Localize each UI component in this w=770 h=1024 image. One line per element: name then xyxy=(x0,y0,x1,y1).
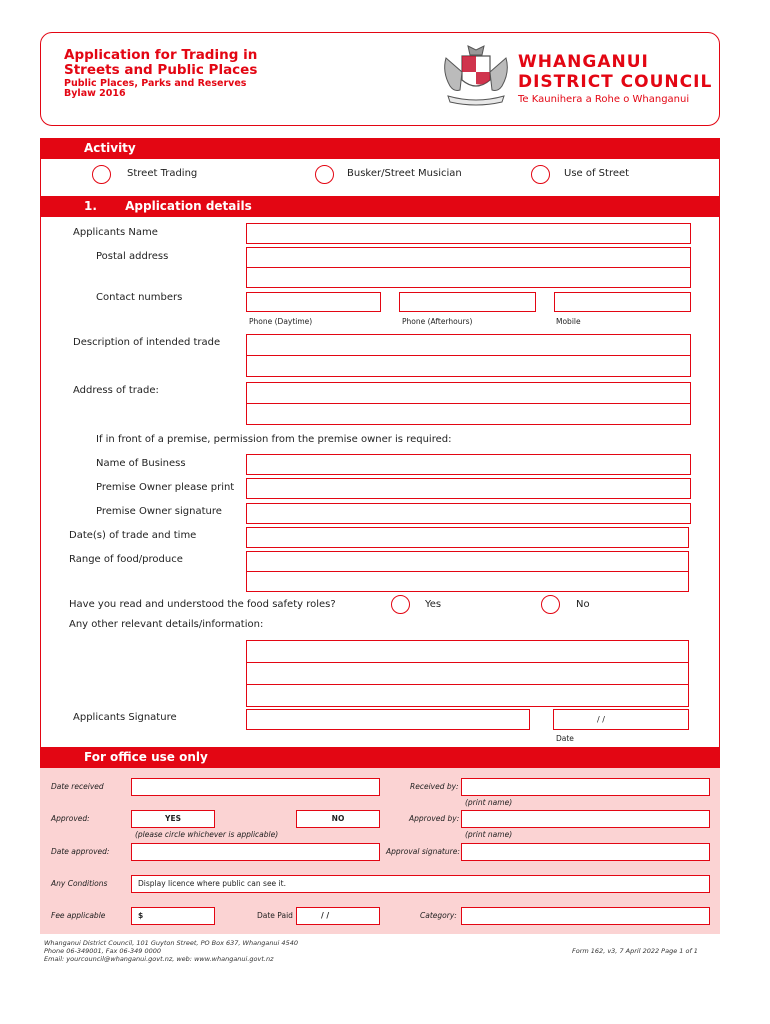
street-trading-radio[interactable] xyxy=(92,165,111,184)
approved-no-option[interactable]: NO xyxy=(296,810,380,828)
form-subtitle-line2: Bylaw 2016 xyxy=(64,88,126,99)
form-title-line1: Application for Trading in xyxy=(64,47,258,63)
street-trading-label: Street Trading xyxy=(127,168,198,179)
approved-by-input[interactable] xyxy=(461,810,710,828)
applicants-name-input[interactable] xyxy=(246,223,691,244)
description-input-1[interactable] xyxy=(246,334,691,356)
fee-input[interactable]: $ xyxy=(131,907,215,925)
category-input[interactable] xyxy=(461,907,710,925)
section-border-right xyxy=(719,217,720,748)
applicants-name-label: Applicants Name xyxy=(73,227,158,238)
signature-date-input[interactable]: / / xyxy=(553,709,689,730)
date-paid-input[interactable]: / / xyxy=(296,907,380,925)
food-safety-yes-radio[interactable] xyxy=(391,595,410,614)
section-border-right xyxy=(719,159,720,196)
postal-address-input-2[interactable] xyxy=(246,267,691,288)
approved-by-label: Approved by: xyxy=(409,814,460,823)
category-label: Category: xyxy=(420,911,457,920)
date-approved-label: Date approved: xyxy=(51,847,110,856)
circle-note: (please circle whichever is applicable) xyxy=(135,830,279,839)
application-heading-bar xyxy=(40,196,720,217)
office-heading: For office use only xyxy=(40,747,720,768)
contact-numbers-label: Contact numbers xyxy=(96,292,183,303)
other-details-input-2[interactable] xyxy=(246,662,689,685)
postal-address-input-1[interactable] xyxy=(246,247,691,268)
activity-heading: Activity xyxy=(40,138,720,159)
footer-phone: Phone 06-349001, Fax 06-349 0000 xyxy=(44,947,162,955)
food-safety-yes-label: Yes xyxy=(425,599,442,610)
approval-signature-label: Approval signature: xyxy=(386,847,460,856)
approved-label: Approved: xyxy=(51,814,90,823)
phone-daytime-caption: Phone (Daytime) xyxy=(249,317,313,326)
owner-print-label: Premise Owner please print xyxy=(96,482,235,493)
form-title-line2: Streets and Public Places xyxy=(64,62,258,78)
section-border-left xyxy=(40,159,41,196)
range-input-2[interactable] xyxy=(246,571,689,592)
use-of-street-label: Use of Street xyxy=(564,168,630,179)
approval-signature-input[interactable] xyxy=(461,843,710,861)
busker-label: Busker/Street Musician xyxy=(347,168,462,179)
range-label: Range of food/produce xyxy=(69,554,183,565)
business-name-label: Name of Business xyxy=(96,458,186,469)
signature-label: Applicants Signature xyxy=(73,712,177,723)
address-trade-label: Address of trade: xyxy=(73,385,159,396)
mobile-caption: Mobile xyxy=(556,317,581,326)
date-approved-input[interactable] xyxy=(131,843,380,861)
date-received-input[interactable] xyxy=(131,778,380,796)
food-safety-question: Have you read and understood the food safety roles? xyxy=(69,599,336,610)
received-by-caption: (print name) xyxy=(465,798,513,807)
phone-daytime-input[interactable] xyxy=(246,292,381,312)
busker-radio[interactable] xyxy=(315,165,334,184)
footer-form-ref: Form 162, v3, 7 April 2022 Page 1 of 1 xyxy=(572,947,698,955)
food-safety-no-radio[interactable] xyxy=(541,595,560,614)
signature-date-caption: Date xyxy=(556,734,574,743)
phone-afterhours-caption: Phone (Afterhours) xyxy=(402,317,473,326)
phone-afterhours-input[interactable] xyxy=(399,292,536,312)
food-safety-no-label: No xyxy=(576,599,590,610)
other-details-label: Any other relevant details/information: xyxy=(69,619,264,630)
description-label: Description of intended trade xyxy=(73,337,221,348)
application-heading-number: 1. xyxy=(84,199,97,213)
postal-address-label: Postal address xyxy=(96,251,169,262)
premise-note: If in front of a premise, permission from the premise owner is required: xyxy=(96,434,452,445)
application-heading: Application details xyxy=(125,199,252,213)
owner-print-input[interactable] xyxy=(246,478,691,499)
description-input-2[interactable] xyxy=(246,355,691,377)
fee-label: Fee applicable xyxy=(51,911,106,920)
council-crest-icon xyxy=(440,42,512,108)
form-subtitle-line1: Public Places, Parks and Reserves xyxy=(64,78,247,89)
org-name-line1: WHANGANUI xyxy=(518,52,649,72)
received-by-input[interactable] xyxy=(461,778,710,796)
org-maori-name: Te Kaunihera a Rohe o Whanganui xyxy=(518,94,690,105)
mobile-input[interactable] xyxy=(554,292,691,312)
range-input-1[interactable] xyxy=(246,551,689,572)
approved-yes-option[interactable]: YES xyxy=(131,810,215,828)
conditions-label: Any Conditions xyxy=(51,879,108,888)
received-by-label: Received by: xyxy=(410,782,459,791)
dates-label: Date(s) of trade and time xyxy=(69,530,197,541)
section-border-left xyxy=(40,217,41,748)
org-name-line2: DISTRICT COUNCIL xyxy=(518,72,713,92)
address-trade-input-1[interactable] xyxy=(246,382,691,404)
owner-signature-label: Premise Owner signature xyxy=(96,506,222,517)
date-paid-label: Date Paid xyxy=(257,911,293,920)
dates-input[interactable] xyxy=(246,527,689,548)
signature-input[interactable] xyxy=(246,709,530,730)
other-details-input-1[interactable] xyxy=(246,640,689,663)
conditions-input[interactable]: Display licence where public can see it. xyxy=(131,875,710,893)
owner-signature-input[interactable] xyxy=(246,503,691,524)
business-name-input[interactable] xyxy=(246,454,691,475)
approved-by-caption: (print name) xyxy=(465,830,513,839)
address-trade-input-2[interactable] xyxy=(246,403,691,425)
footer-email: Email: yourcouncil@whanganui.govt.nz, web: www.whanganui.govt.nz xyxy=(44,955,274,963)
other-details-input-3[interactable] xyxy=(246,684,689,707)
use-of-street-radio[interactable] xyxy=(531,165,550,184)
footer-address: Whanganui District Council, 101 Guyton Street, PO Box 637, Whanganui 4540 xyxy=(44,939,298,947)
date-received-label: Date received xyxy=(51,782,104,791)
